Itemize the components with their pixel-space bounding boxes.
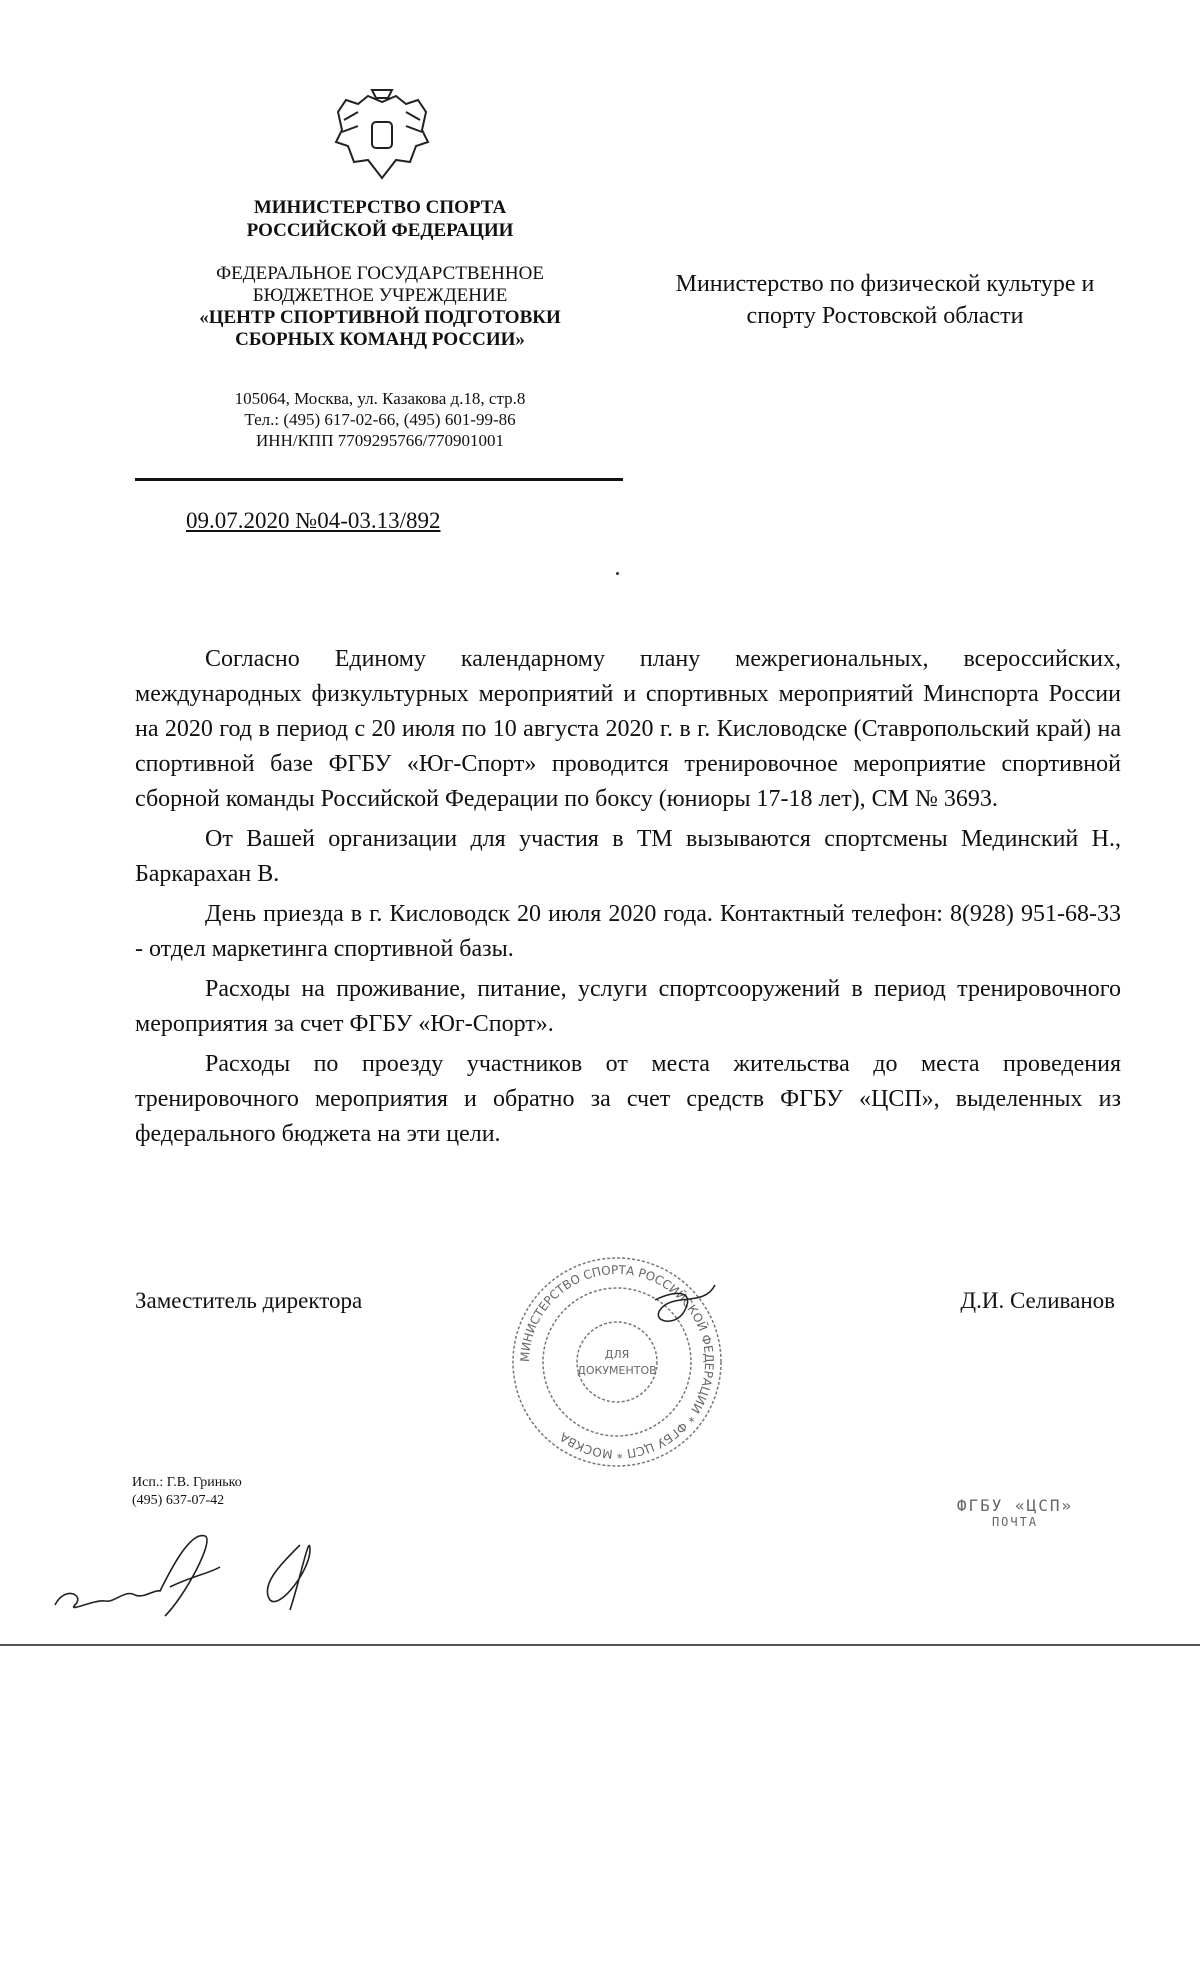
paragraph: Расходы на проживание, питание, услуги спортсооружений в период тренировочного мероприятия за счет ФГБУ «Юг-Спорт». (135, 976, 1121, 1037)
recipient (640, 268, 1130, 332)
phones: Тел.: (495) 617-02-66, (495) 601-99-86 (244, 410, 516, 429)
seal-center-text: ДЛЯ (604, 1348, 630, 1361)
coat-of-arms-emblem (328, 82, 436, 190)
signer-name: Д.И. Селиванов (960, 1288, 1115, 1313)
header-divider (135, 478, 623, 481)
executor-name: Исп.: Г.В. Гринько (132, 1475, 242, 1490)
institution-block (140, 263, 620, 351)
svg-text:МИНИСТЕРСТВО СПОРТА РОССИЙСКОЙ (518, 1263, 716, 1461)
seal-ring-text: МИНИСТЕРСТВО СПОРТА РОССИЙСКОЙ ФЕДЕРАЦИИ * ФГБУ ЦСП * МОСКВА (517, 1262, 717, 1462)
paragraph: Согласно Единому календарному плану межрегиональных, всероссийских, международных физкультурных мероприятий и спортивных мероприятий Минспорта России на 2020 год в период с 20 июля по 10 августа 2020 г. в г. Кисловодске (Ставропольский край) на спортивной базе ФГБУ «Юг-Спорт» проводится тренировочное мероприятие спортивной сборной команды Российской Федерации по боксу (юниоры 17-18 лет), СМ № 3693. (135, 646, 1121, 812)
address: 105064, Москва, ул. Казакова д.18, стр.8 (234, 389, 526, 408)
signer-position: Заместитель директора (135, 1288, 363, 1313)
institution-type-line: БЮДЖЕТНОЕ УЧРЕЖДЕНИЕ (252, 285, 508, 306)
ministry-line: РОССИЙСКОЙ ФЕДЕРАЦИИ (246, 220, 514, 241)
seal-center-text: ДОКУМЕНТОВ (577, 1364, 657, 1377)
official-seal (505, 1250, 730, 1475)
post-stamp-org: ФГБУ «ЦСП» (956, 1496, 1074, 1515)
paragraph: День приезда в г. Кисловодск 20 июля 2020 года. Контактный телефон: 8(928) 951-68-33 - отдел маркетинга спортивной базы. (135, 901, 1121, 962)
ministry-name (140, 196, 620, 242)
post-stamp (945, 1496, 1085, 1529)
paragraph: Расходы по проезду участников от места жительства до места проведения тренировочного мероприятия и обратно за счет средств ФГБУ «ЦСП», выделенных из федерального бюджета на эти цели. (135, 1051, 1121, 1147)
institution-name-line: СБОРНЫХ КОМАНД РОССИИ» (235, 329, 525, 350)
paragraph: От Вашей организации для участия в ТМ вызываются спортсмены Мединский Н., Баркарахан В. (135, 826, 1121, 887)
contact-block (140, 388, 620, 451)
executor (132, 1474, 242, 1510)
handwritten-signature (50, 1525, 360, 1625)
recipient-line: Министерство по физической культуре и (675, 271, 1095, 297)
institution-type-line: ФЕДЕРАЛЬНОЕ ГОСУДАРСТВЕННОЕ (216, 263, 544, 284)
letter-body (135, 642, 1121, 1157)
page-edge (0, 1644, 1200, 1646)
executor-phone: (495) 637-07-42 (132, 1493, 225, 1508)
inn-kpp: ИНН/КПП 7709295766/770901001 (256, 431, 504, 450)
institution-name-line: «ЦЕНТР СПОРТИВНОЙ ПОДГОТОВКИ (199, 307, 561, 328)
scan-speck (616, 572, 619, 575)
date-number: 09.07.2020 №04-03.13/892 (186, 508, 441, 533)
ministry-line: МИНИСТЕРСТВО СПОРТА (253, 197, 507, 218)
post-stamp-label: ПОЧТА (991, 1515, 1039, 1529)
recipient-line: спорту Ростовской области (746, 303, 1024, 329)
